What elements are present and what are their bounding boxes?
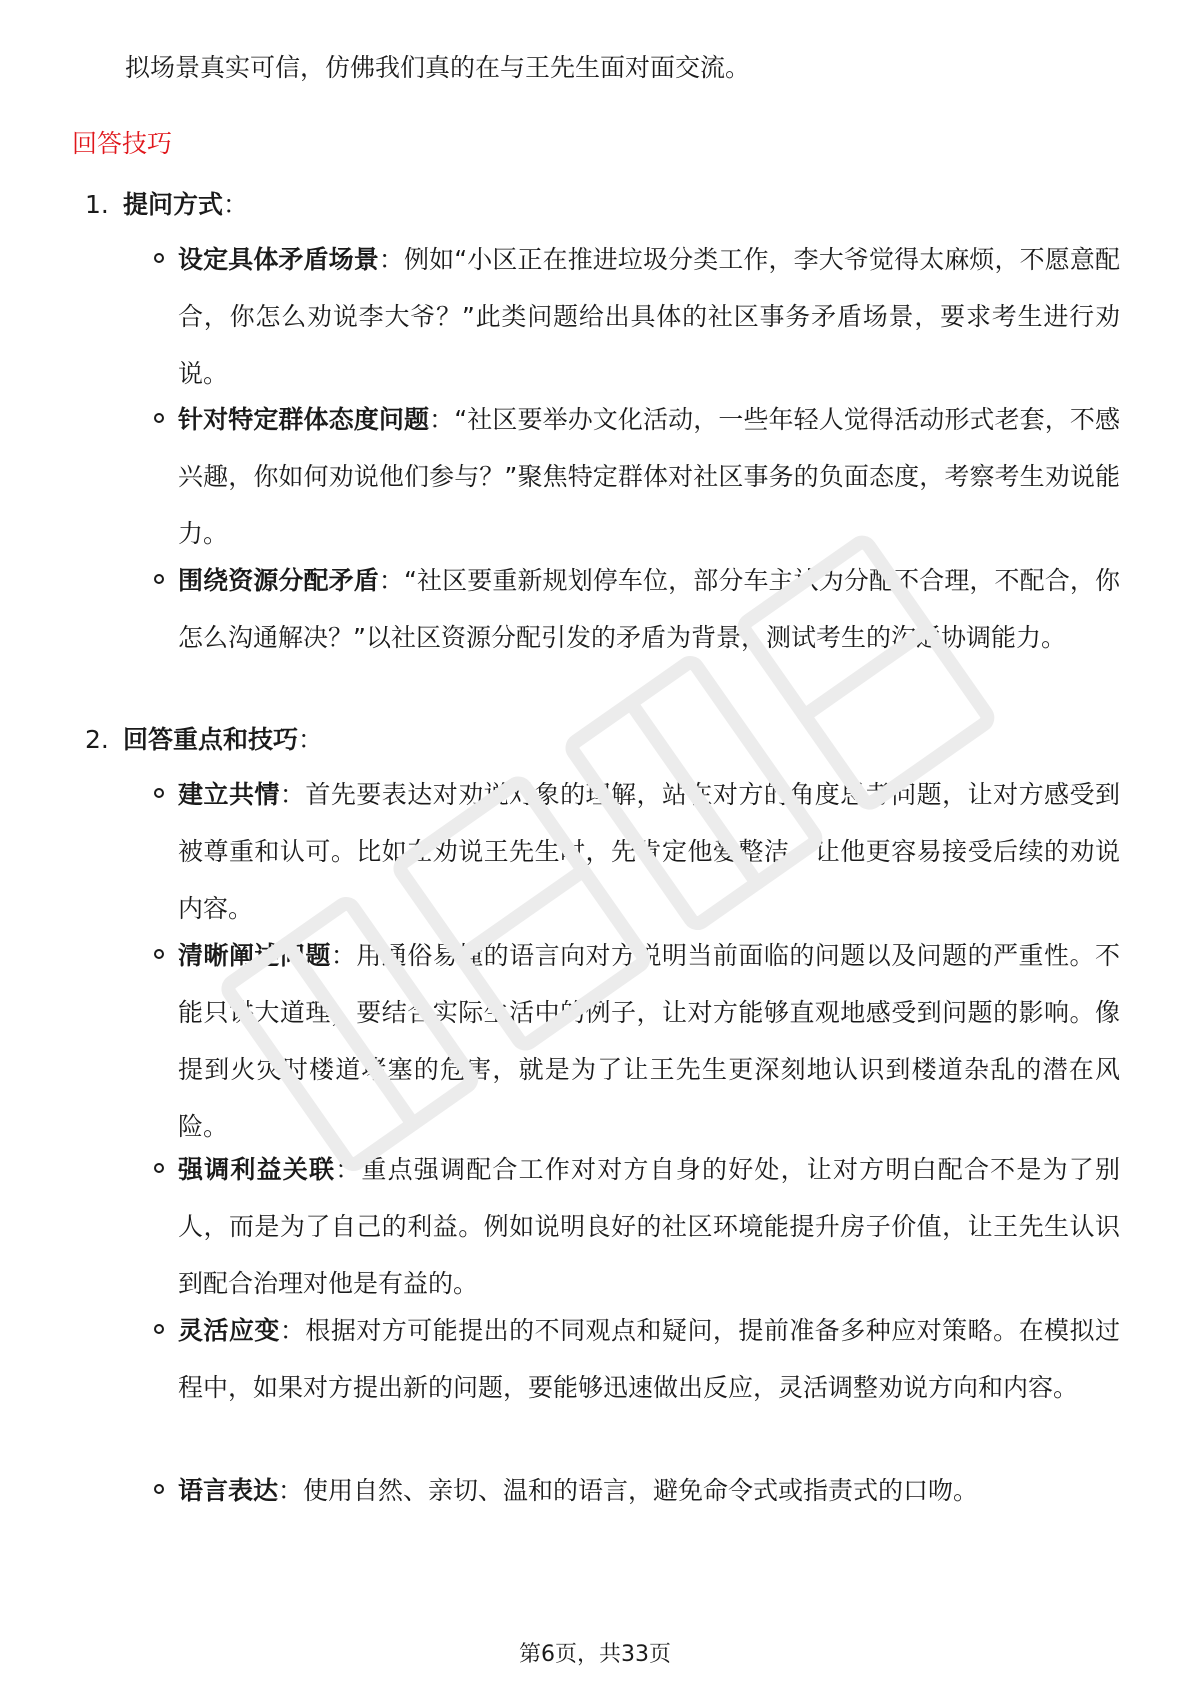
item-number: 2. [85,725,109,754]
hollow-bullet-icon [154,949,164,959]
item-colon: ： [298,725,324,754]
item-title: 回答重点和技巧 [123,725,299,754]
hollow-bullet-icon [154,253,164,263]
bullet-separator: ： [278,1476,304,1505]
hollow-bullet-icon [154,413,164,423]
bullet-separator: ： [279,1316,306,1345]
bullet-label: 强调利益关联 [178,1155,336,1184]
list-item [154,552,1120,666]
bullet-label: 围绕资源分配矛盾 [178,566,379,595]
page-footer: 第6页，共33页 [519,1642,671,1667]
bullet-separator: ： [378,245,404,274]
item-number: 1. [85,190,109,219]
bullet-label: 建立共情 [178,780,280,809]
bullet-text: 用通俗易懂的语言向对方说明当前面临的问题以及问题的严重性。不能只讲大道理，要结合实际生活中的例子，让对方能够直观地感受到问题的影响。像提到火灾时楼道堵塞的危害，就是为了让王先生更深刻地认识到楼道杂乱的潜在风险。 [178,941,1120,1141]
bullet-separator: ： [335,1155,362,1184]
hollow-bullet-icon [154,1163,164,1173]
bullet-text: 首先要表达对劝说对象的理解，站在对方的角度思考问题，让对方感受到被尊重和认可。比如在劝说王先生时，先肯定他爱整洁，让他更容易接受后续的劝说内容。 [178,780,1120,923]
hollow-bullet-icon [154,574,164,584]
bullet-separator: ： [429,405,455,434]
bullet-label: 针对特定群体态度问题 [178,405,430,434]
bullet-label: 灵活应变 [178,1316,280,1345]
item-colon: ： [223,190,249,219]
list-item [154,391,1120,562]
list-item [154,231,1120,402]
bullet-separator: ： [378,566,404,595]
hollow-bullet-icon [154,788,164,798]
list-item [154,766,1120,937]
numbered-item-2 [85,720,323,760]
bullet-text: “社区要重新规划停车位，部分车主认为分配不合理，不配合，你怎么沟通解决？”以社区资源分配引发的矛盾为背景，测试考生的沟通协调能力。 [178,566,1120,652]
numbered-item-1 [85,185,248,225]
bullet-text: 使用自然、亲切、温和的语言，避免命令式或指责式的口吻。 [303,1476,979,1505]
item-title: 提问方式 [123,190,224,219]
bullet-text: “社区要举办文化活动，一些年轻人觉得活动形式老套，不感兴趣，你如何劝说他们参与？”聚焦特定群体对社区事务的负面态度，考察考生劝说能力。 [178,405,1120,548]
section-title: 回答技巧 [72,129,173,158]
bullet-label: 清晰阐述问题 [178,941,331,970]
bullet-text: 重点强调配合工作对对方自身的好处，让对方明白配合不是为了别人，而是为了自己的利益。例如说明良好的社区环境能提升房子价值，让王先生认识到配合治理对他是有益的。 [178,1155,1120,1298]
bullet-separator: ： [279,780,306,809]
list-item [154,1302,1120,1416]
bullet-separator: ： [330,941,357,970]
list-item [154,1462,1120,1519]
bullet-label: 设定具体矛盾场景 [178,245,379,274]
intro-line: 拟场景真实可信，仿佛我们真的在与王先生面对面交流。 [125,53,751,82]
list-item [154,1141,1120,1312]
bullet-text: 例如“小区正在推进垃圾分类工作，李大爷觉得太麻烦，不愿意配合，你怎么劝说李大爷？”此类问题给出具体的社区事务矛盾场景，要求考生进行劝说。 [178,245,1120,388]
hollow-bullet-icon [154,1324,164,1334]
hollow-bullet-icon [154,1484,164,1494]
bullet-text: 根据对方可能提出的不同观点和疑问，提前准备多种应对策略。在模拟过程中，如果对方提出新的问题，要能够迅速做出反应，灵活调整劝说方向和内容。 [178,1316,1120,1402]
bullet-label: 语言表达 [178,1476,279,1505]
list-item [154,927,1120,1155]
